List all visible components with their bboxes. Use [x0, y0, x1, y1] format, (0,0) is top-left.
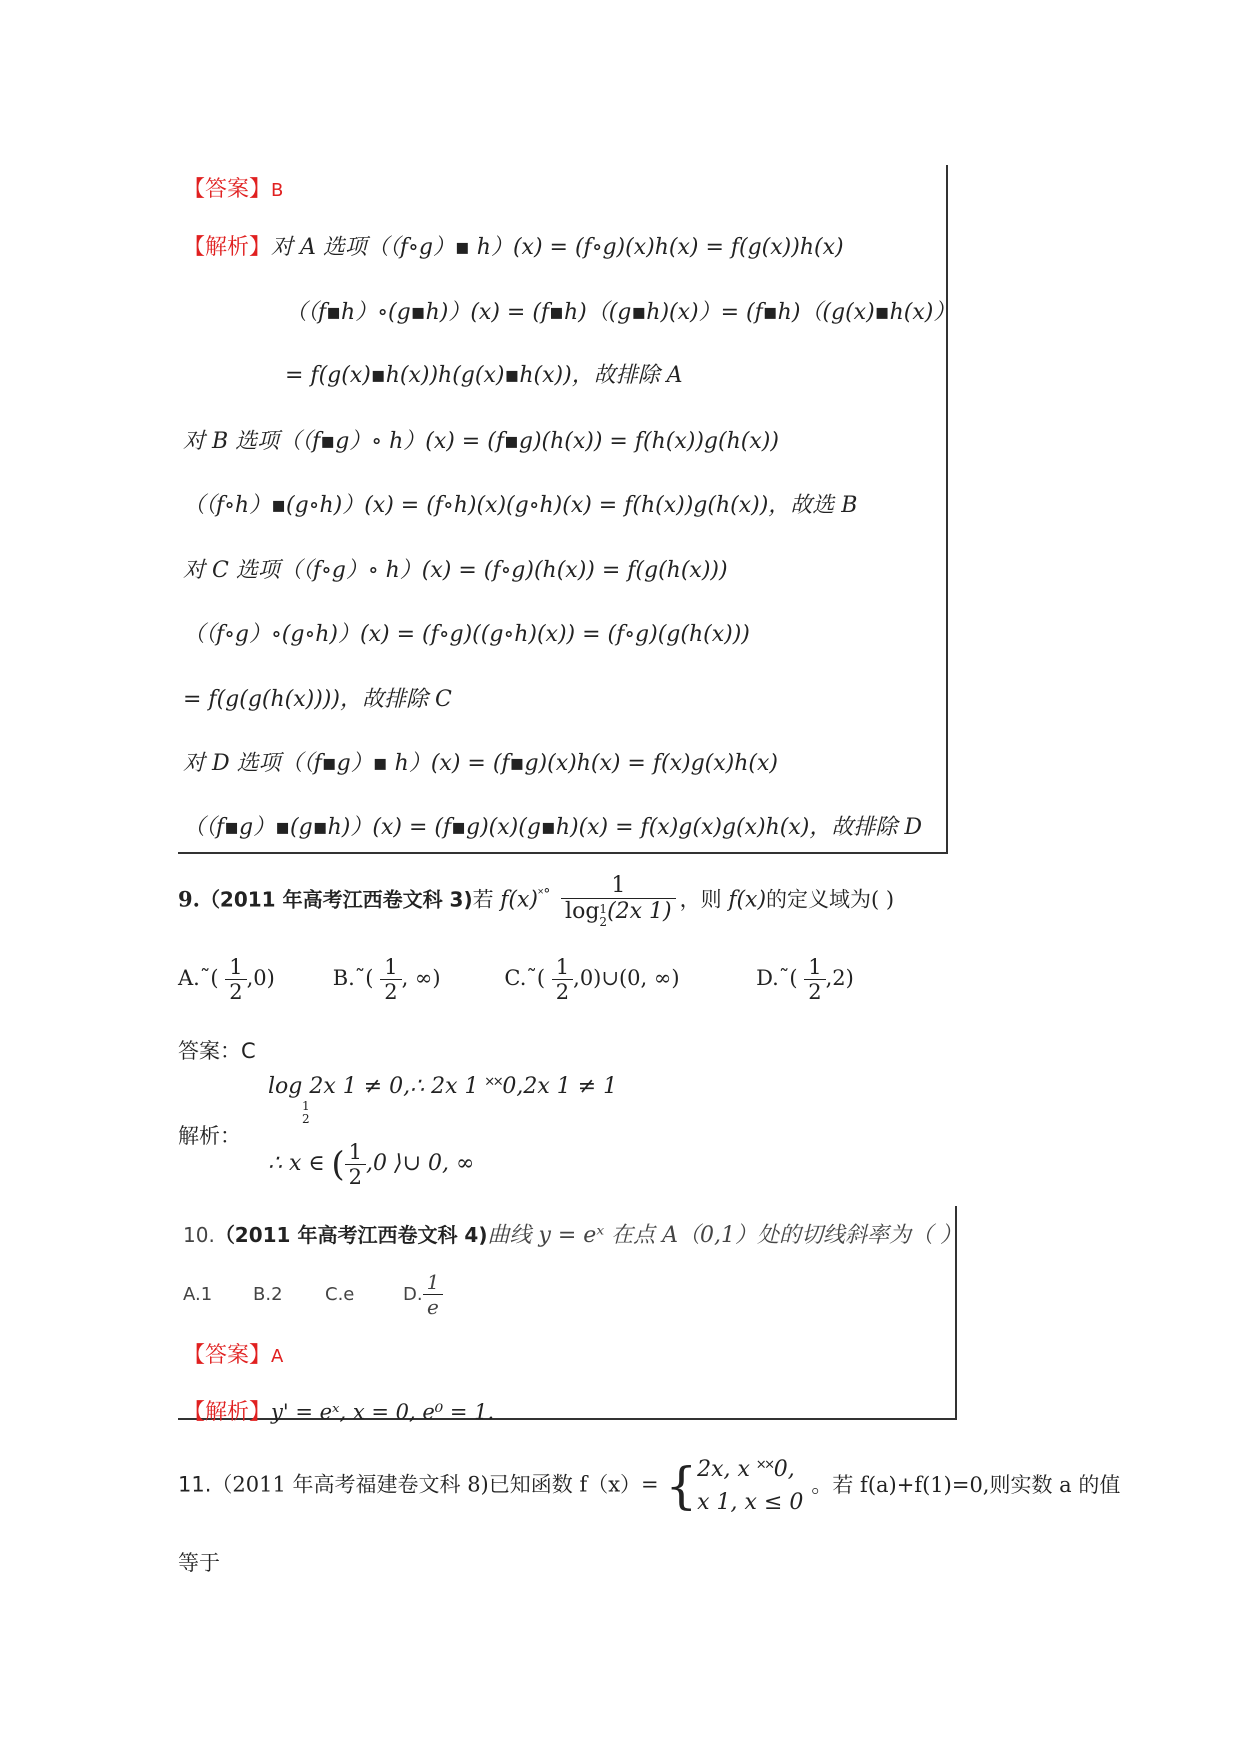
- q9-func2: f(x): [728, 887, 767, 913]
- q9-den-log: log: [565, 899, 600, 924]
- q9-answer-value: C: [241, 1039, 256, 1063]
- q9-option-d-num: 1: [804, 955, 825, 980]
- q9-option-d-den: 2: [808, 980, 822, 1004]
- q9-option-c-pre: (: [536, 966, 546, 990]
- q9-solution-log-base: [302, 1100, 310, 1126]
- q9-option-b-pre: (: [365, 966, 374, 990]
- q9-answer: [178, 1035, 256, 1065]
- q9-option-a-pre: (: [210, 966, 219, 990]
- q9-source: （2011 年高考江西卷文科 3): [199, 887, 473, 912]
- q9-option-d-pre: (: [789, 966, 798, 990]
- q10-analysis: [183, 1395, 494, 1426]
- q9-solution-line-2: ∴ x ∈ ( $\frac{1}{2}$ ,0 ⟩∪ 0, ∞: [268, 1140, 475, 1189]
- q11-stem-cont: 等于: [178, 1551, 220, 1575]
- q9-option-d-post: ,2): [825, 966, 854, 990]
- q11-case-2: x 1, x ≤ 0: [697, 1490, 804, 1515]
- q10-option-b: B.2: [253, 1284, 283, 1305]
- analysis-label: 【解析】: [183, 235, 272, 260]
- solution-line-9: 对 D 选项（（f▪g）▪ h）(x) = (f▪g)(x)h(x) = f(x)g(x)h(x): [183, 751, 778, 776]
- q10-number: 10.: [183, 1223, 215, 1247]
- q11-brace: {: [665, 1457, 698, 1515]
- q9-solution-frac-num: 1: [345, 1140, 366, 1165]
- q9-stem-pre: 若: [472, 887, 494, 912]
- q9-option-c-frac: [552, 955, 573, 1004]
- q11-number: 11.: [178, 1472, 212, 1497]
- q9-stem-end: 的定义域为( ): [766, 887, 895, 912]
- q10-option-c: C.e: [325, 1284, 355, 1305]
- q10-stem: 曲线 y = eˣ 在点 A（0,1）处的切线斜率为（ ）: [487, 1223, 962, 1248]
- q10-source: （2011 年高考江西卷文科 4): [214, 1223, 488, 1247]
- q9-option-b-label: B.: [332, 966, 355, 990]
- q9-option-b-den: 2: [384, 980, 398, 1004]
- q10-options: [183, 1270, 443, 1319]
- q9-option-d: [756, 955, 854, 1004]
- q9-solution-line-2-post: ,0 ⟩∪ 0, ∞: [366, 1151, 475, 1176]
- q9-option-c-label: C.: [504, 966, 527, 990]
- solution-line-8: = f(g(g(h(x))))，故排除 C: [183, 687, 452, 712]
- q9-option-c-post: ,0)∪(0, ∞): [573, 966, 680, 990]
- q9-option-b-post: , ∞): [401, 966, 441, 990]
- solution-line-2: （（f▪h）∘(g▪h)）(x) = (f▪h)（(g▪h)(x)）= (f▪h)（(g(x)▪h(x)）: [285, 300, 956, 325]
- q11-stem-post: 。若 f(a)+f(1)=0,则实数 a 的值: [811, 1472, 1121, 1497]
- q10-option-d-num: 1: [423, 1270, 444, 1295]
- question-10: [183, 1218, 962, 1249]
- solution-line-3: = f(g(x)▪h(x))h(g(x)▪h(x))，故排除 A: [285, 363, 683, 388]
- q10-analysis-text: y' = eˣ, x = 0, e⁰ = 1.: [271, 1400, 495, 1424]
- q9-option-a: [178, 955, 326, 1004]
- q10-analysis-label: 【解析】: [183, 1400, 272, 1425]
- q9-eq-glyph: ˟°: [538, 886, 551, 903]
- q9-option-c: [504, 955, 749, 1004]
- q9-den-base-num: 1: [599, 902, 608, 916]
- q9-analysis-label: 解析：: [178, 1124, 241, 1148]
- q9-den-arg: (2x 1): [607, 899, 672, 924]
- q11-piecewise: [697, 1453, 803, 1519]
- q9-options: [178, 955, 854, 1004]
- q9-solution-line-1: [268, 1073, 617, 1099]
- q9-option-d-label: D.: [756, 966, 779, 990]
- q9-solution-line-2-pre: ∴ x ∈: [268, 1151, 325, 1176]
- q9-stem-post: ，则: [679, 887, 722, 912]
- q9-option-a-label: A.: [178, 966, 200, 990]
- q9-option-d-tilde: ˜: [778, 966, 790, 990]
- q9-option-c-tilde: ˜: [526, 966, 537, 990]
- q9-option-a-frac: [225, 955, 246, 1004]
- q10-option-d-frac: [423, 1270, 444, 1319]
- q9-option-c-num: 1: [552, 955, 573, 980]
- solution-frame-right: [946, 165, 948, 853]
- q9-solution-log-base-num: 1: [302, 1099, 310, 1113]
- q9-option-b-num: 1: [380, 955, 401, 980]
- q10-option-a: A.1: [183, 1284, 213, 1305]
- q9-solution-log-base-den: 2: [302, 1112, 310, 1126]
- solution-frame-bottom: [178, 852, 948, 854]
- question-11: [178, 1453, 1120, 1519]
- q9-frac-num: 1: [561, 873, 676, 899]
- solution-line-6: 对 C 选项（（f∘g）∘ h）(x) = (f∘g)(h(x)) = f(g(h(x))): [183, 558, 728, 583]
- q9-den-base: [599, 903, 607, 929]
- q9-option-b-tilde: ˜: [354, 966, 366, 990]
- q9-solution-frac: [345, 1140, 366, 1189]
- q9-number: 9.: [178, 886, 200, 912]
- answer-label: 【答案】: [183, 177, 272, 202]
- q9-option-b: [333, 955, 498, 1004]
- solution-line-1: 对 A 选项（（f∘g）▪ h）(x) = (f∘g)(x)h(x) = f(g(x))h(x): [271, 235, 844, 260]
- solution-line-5: （（f∘h）▪(g∘h)）(x) = (f∘h)(x)(g∘h)(x) = f(h(x))g(h(x))，故选 B: [183, 493, 858, 518]
- q10-option-d-den: e: [427, 1295, 439, 1319]
- q10-option-d-label: D.: [403, 1284, 423, 1305]
- q10-answer: [183, 1338, 283, 1369]
- q9-frac-den: [561, 899, 676, 929]
- q9-option-a-post: ,0): [246, 966, 275, 990]
- analysis-row: [183, 230, 844, 261]
- q9-func: f(x): [500, 887, 538, 913]
- q11-source: （2011 年高考福建卷文科 8): [211, 1472, 489, 1497]
- solution-line-10: （（f▪g）▪(g▪h)）(x) = (f▪g)(x)(g▪h)(x) = f(x)g(x)g(x)h(x)，故排除 D: [183, 815, 922, 840]
- q9-option-a-tilde: ˜: [199, 966, 211, 990]
- q11-case-1: 2x, x ˟˟0,: [697, 1457, 795, 1482]
- q9-option-d-frac: [804, 955, 825, 1004]
- solution-line-7: （（f∘g）∘(g∘h)）(x) = (f∘g)((g∘h)(x)) = (f∘g)(g(h(x))): [183, 622, 750, 647]
- answer-value: B: [271, 180, 284, 201]
- q9-option-c-den: 2: [555, 980, 570, 1004]
- q10-answer-label: 【答案】: [183, 1343, 272, 1368]
- q9-answer-label: 答案：: [178, 1039, 241, 1063]
- question-9: [178, 873, 894, 929]
- answer-row: [183, 172, 283, 203]
- q9-option-a-den: 2: [229, 980, 243, 1004]
- q9-den-base-den: 2: [599, 915, 608, 929]
- q9-option-b-frac: [380, 955, 401, 1004]
- q9-solution-frac-den: 2: [348, 1165, 363, 1189]
- q10-answer-value: A: [271, 1346, 284, 1367]
- q11-stem-pre: 已知函数 f（x）=: [488, 1472, 659, 1497]
- q9-solution-line-1-text: log 2x 1 ≠ 0,∴ 2x 1 ˟˟0,2x 1 ≠ 1: [268, 1074, 618, 1099]
- q9-fraction: [561, 873, 676, 929]
- q9-option-a-num: 1: [225, 955, 246, 980]
- solution-line-4: 对 B 选项（（f▪g）∘ h）(x) = (f▪g)(h(x)) = f(h(x))g(h(x)): [183, 429, 779, 454]
